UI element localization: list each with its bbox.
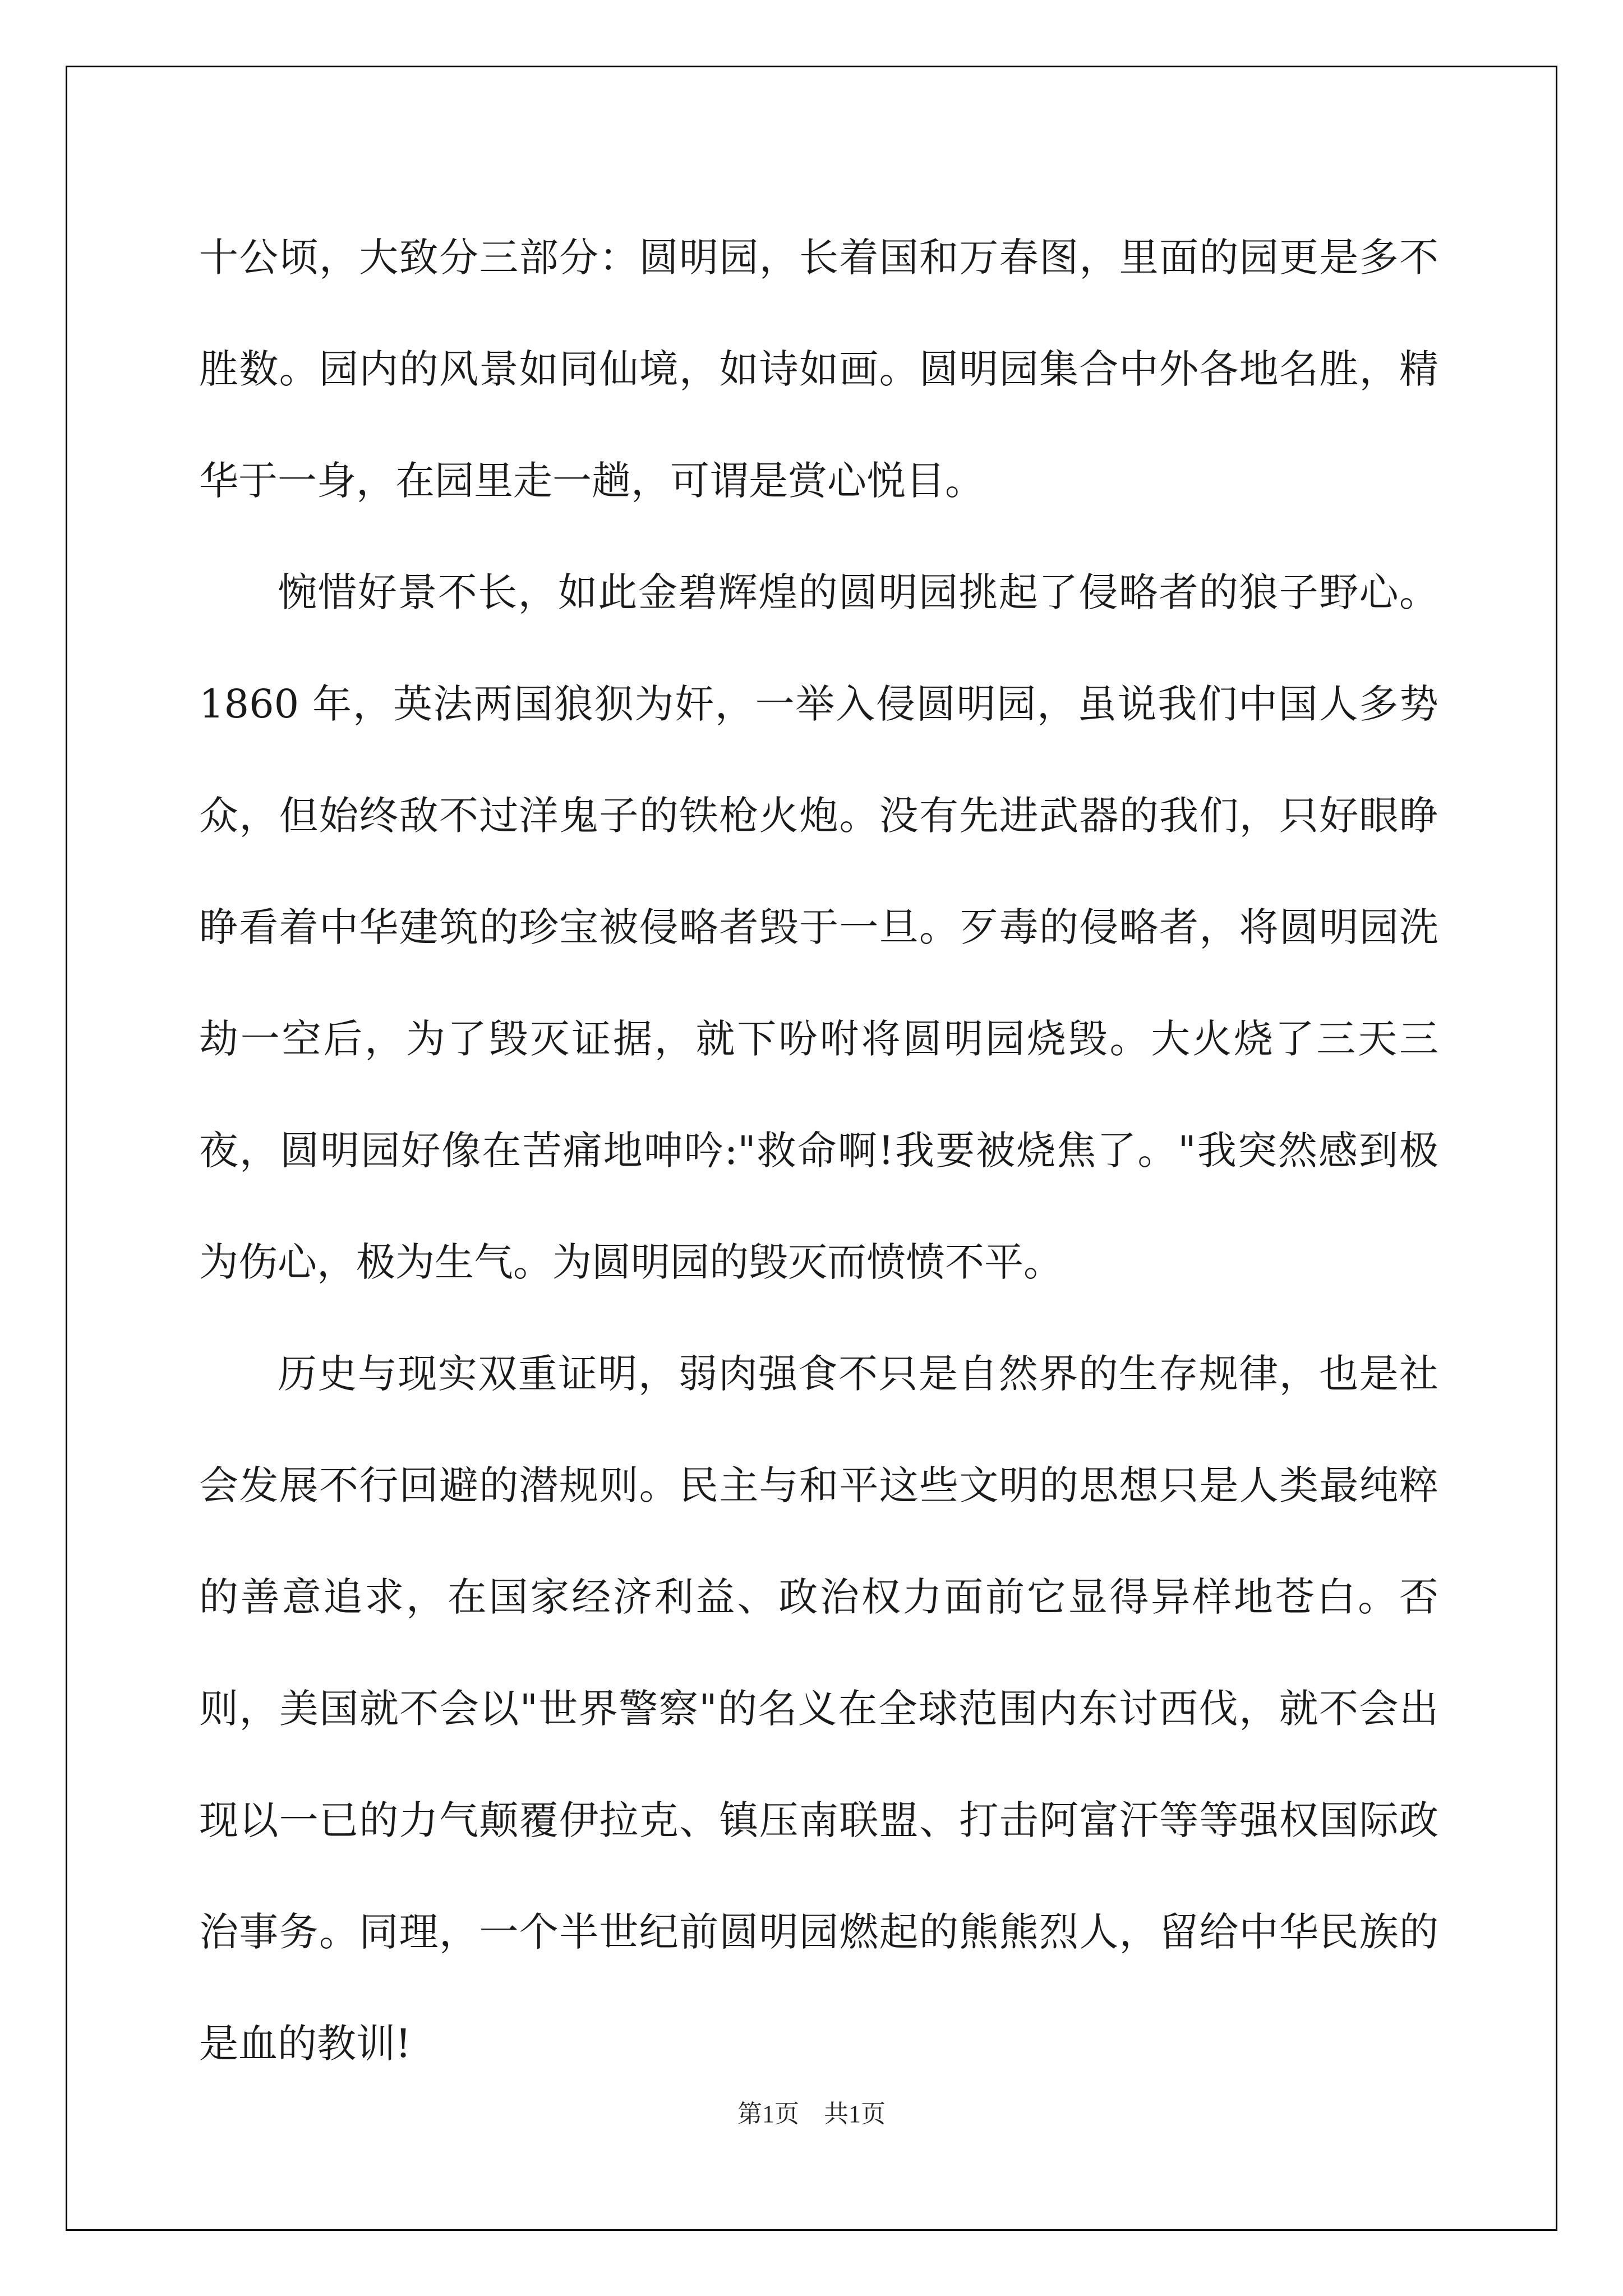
paragraph-2: 惋惜好景不长，如此金碧辉煌的圆明园挑起了侵略者的狼子野心。1860 年，英法两国狼狈为奸，一举入侵圆明园，虽说我们中国人多势众，但始终敌不过洋鬼子的铁枪火炮。没有先进武器的我们，只好眼睁睁看着中华建筑的珍宝被侵略者毁于一旦。歹毒的侵略者，将圆明园洗劫一空后，为了毁灭证据，就下吩咐将圆明园烧毁。大火烧了三天三夜，圆明园好像在苦痛地呻吟:"救命啊!我要被烧焦了。"我突然感到极为伤心，极为生气。为圆明园的毁灭而愤愤不平。 bbox=[199, 569, 1438, 1285]
document-body bbox=[199, 202, 1438, 2100]
page-number-current: 第1页 bbox=[737, 2100, 799, 2128]
paragraph-1: 十公顷，大致分三部分：圆明园，长着国和万春图，里面的园更是多不胜数。园内的风景如同仙境，如诗如画。圆明园集合中外各地名胜，精华于一身，在园里走一趟，可谓是赏心悦目。 bbox=[199, 234, 1438, 504]
page-number-total: 共1页 bbox=[824, 2100, 886, 2128]
page-footer bbox=[0, 2093, 1623, 2129]
paragraph-3: 历史与现实双重证明，弱肉强食不只是自然界的生存规律，也是社会发展不行回避的潜规则。民主与和平这些文明的思想只是人类最纯粹的善意追求，在国家经济利益、政治权力面前它显得异样地苍白。否则，美国就不会以"世界警察"的名义在全球范围内东讨西伐，就不会出现以一已的力气颠覆伊拉克、镇压南联盟、打击阿富汗等等强权国际政治事务。同理，一个半世纪前圆明园燃起的熊熊烈人，留给中华民族的是血的教训! bbox=[199, 1351, 1438, 2067]
